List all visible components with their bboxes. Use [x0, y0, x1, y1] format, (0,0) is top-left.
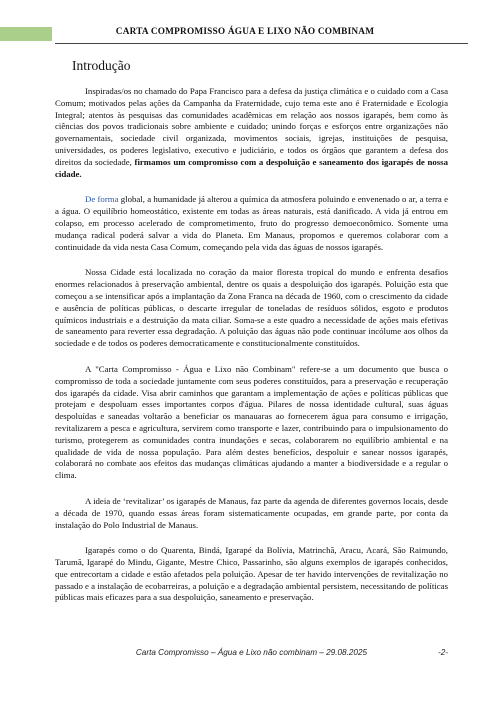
section-heading: Introdução: [72, 58, 131, 73]
paragraph-2-highlight: De forma: [85, 194, 119, 205]
document-header-title: CARTA COMPROMISSO ÁGUA E LIXO NÃO COMBINAM: [115, 27, 375, 37]
paragraph-1: [55, 86, 448, 180]
paragraph-1-bold-text: firmamos um compromisso com a despoluição e saneamento dos igarapés de nossa cidade.: [55, 156, 448, 179]
paragraph-2-text: global, a humanidade já alterou a química da atmosfera poluindo e envenenado o ar, a terra e a água. O equilíbrio homeostático, existente em todas as áreas naturais, está danificado. A vida já entrou em colapso, em processo acelerado de comprometimento, fruto do progresso demoeconômico. Somente uma mudança radical poderá salvar a vida do Planeta. Em Manaus, propomos e queremos colaborar com a continuidade da vida nesta Casa Comum, começando pela vida das águas de nossos igarapés.: [55, 194, 448, 252]
paragraph-5: A ideia de ‘revitalizar’ os igarapés de Manaus, faz parte da agenda de diferentes governos locais, desde a década de 1970, quando essas áreas foram sistematicamente ocupadas, em grande parte, por conta da instalação do Polo Industrial de Manaus.: [55, 495, 448, 530]
paragraph-1-text: Inspiradas/os no chamado do Papa Francisco para a defesa da justiça climática e o cuidado com a Casa Comum; motivados pelas ações da Campanha da Fraternidade, cujo tema este ano é Fraternidade e Ecologia Integral; atentos às pesquisas das comunidades acadêmicas em relação aos nossos igarapés, bem como às ciências dos povos tradicionais sobre ambiente e cuidado; unindo forças e esforços entre organizações não governamentais, sociedade civil organizada, movimentos sociais, igrejas, instituições de pesquisa, universidades, os poderes legislativo, executivo e judiciário, e todos os órgãos que garantem a defesa dos direitos da sociedade,: [55, 86, 448, 167]
paragraph-4: A "Carta Compromisso - Água e Lixo não Combinam" refere-se a um documento que busca o compromisso de toda a sociedade juntamente com seus poderes constituídos, para a preservação e recuperação dos igarapés da cidade. Visa abrir caminhos que garantam a implementação de ações e políticas públicas que protejam e despoluam esses importantes corpos d'água. Pilares de nossa identidade cultural, suas águas despoluídas e saneadas voltarão a beneficiar os manauaras ao fornecerem água para consumo e irrigação, revitalizarem a pesca e agricultura, servirem como transporte e lazer, contribuindo para o impulsionamento do turismo, protegerem as comunidades contra inundações e secas, colaborarem no equilíbrio ambiental e na qualidade de vida de nossa população. Para além destes benefícios, despoluir e sanear nossos igarapés, colaborará no combate aos efeitos das mudanças climáticas ajudando a manter a biodiversidade e a regular o clima.: [55, 363, 448, 481]
paragraph-6: Igarapés como o do Quarenta, Bindá, Igarapé da Bolívia, Matrinchã, Aracu, Acará, São Raimundo, Tarumã, Igarapé do Mindu, Gigante, Mestre Chico, Passarinho, são alguns exemplos de igarapés conhecidos, que entrecortam a cidade e estão afetados pela poluição. Apesar de ter havido intervenções de revitalização no passado e a instalação de ecobarreiras, a poluição e a degradação ambiental persistem, necessitando de políticas públicas mais eficazes para a sua despoluição, saneamento e preservação.: [55, 545, 448, 603]
footer-text: Carta Compromisso – Água e Lixo não combinam – 29.08.2025: [135, 648, 368, 657]
paragraph-3: Nossa Cidade está localizada no coração da maior floresta tropical do mundo e enfrenta desafios enormes relacionados à preservação ambiental, dentre os quais a despoluição dos igarapés. Poluição esta que começou a se intensificar após a implantação da Zona Franca na década de 1960, com o crescimento da cidade e ausência de políticas públicas, o descarte irregular de toneladas de resíduos sólidos, esgoto e produtos químicos industriais e a destruição da mata ciliar. Soma-se a este quadro a necessidade de ações mais efetivas de saneamento para reverter essa degradação. A poluição das águas não pode continuar incólume aos olhos da sociedade e de todos os poderes democraticamente e constitucionalmente constituídos.: [55, 267, 448, 349]
header-divider: [55, 43, 468, 44]
page-number: -2-: [437, 648, 448, 657]
document-body: [55, 86, 448, 618]
paragraph-2: [55, 194, 448, 253]
